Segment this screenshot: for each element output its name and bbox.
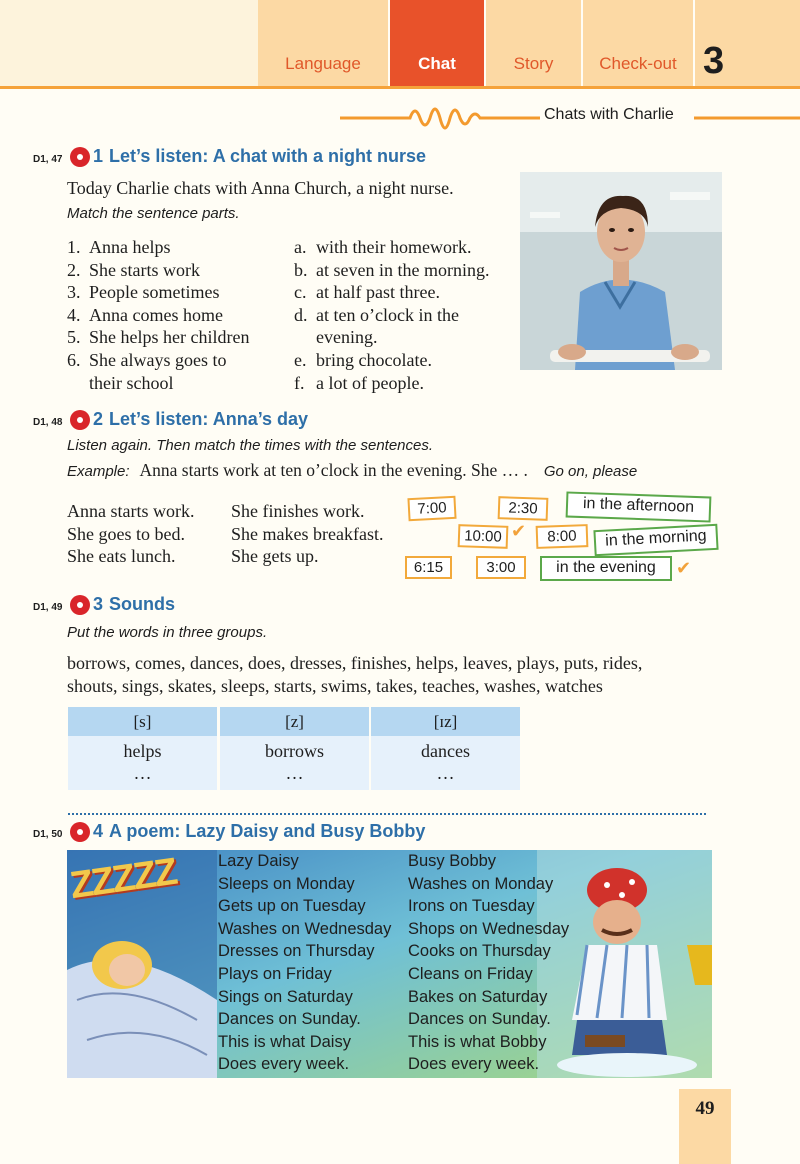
exercise-3-instruction: Put the words in three groups. (67, 624, 268, 641)
time-box: 3:00 (476, 556, 526, 579)
list-item: c. at half past three. (294, 282, 440, 303)
sentence-start-list (67, 236, 287, 394)
sound-column-s: [s] helps … (68, 707, 217, 790)
exercise-2-title: 2 Let’s listen: Anna’s day (93, 409, 309, 429)
nurse-photo (520, 172, 722, 370)
exercise-4-title: 4 A poem: Lazy Daisy and Busy Bobby (93, 821, 426, 841)
page-number: 49 (695, 1098, 715, 1119)
list-item: their school (89, 372, 174, 393)
track-number: D1, 48 (33, 417, 63, 428)
header-rule (0, 86, 800, 89)
time-box: 8:00 (536, 524, 589, 549)
activities-col-2: She finishes work. She makes breakfast. She gets up. (231, 501, 384, 566)
cd-icon[interactable] (70, 410, 90, 430)
list-item: e. bring chocolate. (294, 349, 432, 370)
check-icon: ✔ (511, 521, 527, 542)
divider (68, 813, 706, 815)
list-item: 5. She helps her children (67, 327, 250, 348)
list-item: d. at ten o’clock in the (294, 304, 459, 325)
period-box: in the afternoon (566, 491, 712, 522)
time-box: 2:30 (498, 496, 549, 521)
header-tabs (0, 0, 800, 86)
activities-col-1: Anna starts work. She goes to bed. She eats lunch. (67, 501, 195, 566)
list-item: f. a lot of people. (294, 372, 424, 393)
poem-daisy: Lazy Daisy Sleeps on Monday Gets up on Tuesday Washes on Wednesday Dresses on Thursday Plays on Friday Sings on Saturday Dances on Sunday. This is what Daisy Does every week. (218, 852, 392, 1074)
track-number: D1, 49 (33, 602, 63, 613)
zzz-label: ZZZZZ (67, 850, 179, 908)
cd-icon[interactable] (70, 147, 90, 167)
period-box: in the morning (593, 524, 718, 556)
tab-language[interactable]: Language (258, 0, 390, 86)
list-item: evening. (316, 327, 378, 348)
track-number: D1, 50 (33, 829, 63, 840)
word-list: borrows, comes, dances, does, dresses, finishes, helps, leaves, plays, puts, rides, shouts, sings, skates, sleeps, starts, swims, takes, teaches, washes, watches (67, 653, 643, 696)
time-box: 7:00 (407, 496, 456, 521)
list-item: 1. Anna helps (67, 237, 171, 257)
sound-column-z: [z] borrows … (220, 707, 369, 790)
exercise-1-instruction: Match the sentence parts. (67, 205, 240, 222)
exercise-title: Let’s listen: A chat with a night nurse (109, 146, 427, 166)
tab-story[interactable]: Story (486, 0, 583, 86)
exercise-3-title: 3 Sounds (93, 594, 176, 614)
list-item: 2. She starts work (67, 259, 200, 280)
period-box: in the evening (540, 556, 672, 581)
cd-icon[interactable] (70, 595, 90, 615)
check-icon: ✔ (676, 558, 692, 579)
unit-number: 3 (695, 0, 800, 86)
list-item: a. with their homework. (294, 237, 472, 257)
poem-bobby: Busy Bobby Washes on Monday Irons on Tuesday Shops on Wednesday Cooks on Thursday Cleans on Friday Bakes on Saturday Dances on Sunday. This is what Bobby Does every week. (408, 852, 570, 1074)
section-label: Chats with Charlie (544, 106, 674, 123)
list-item: 3. People sometimes (67, 282, 220, 303)
list-item: b. at seven in the morning. (294, 259, 490, 280)
tab-check-out[interactable]: Check-out (583, 0, 695, 86)
track-number: D1, 47 (33, 154, 63, 165)
tab-chat[interactable]: Chat (390, 0, 486, 86)
list-item: 4. Anna comes home (67, 304, 223, 325)
time-box: 10:00 (458, 524, 509, 549)
sentence-end-list (294, 236, 519, 394)
exercise-1-intro: Today Charlie chats with Anna Church, a night nurse. (67, 178, 454, 198)
sound-column-iz: [ɪz] dances … (371, 707, 520, 790)
exercise-1-title (93, 146, 426, 167)
exercise-2-instruction: Listen again. Then match the times with the sentences. (67, 437, 434, 454)
exercise-number: 1 (93, 146, 104, 166)
list-item: 6. She always goes to (67, 349, 227, 370)
cd-icon[interactable] (70, 822, 90, 842)
time-box: 6:15 (405, 556, 452, 579)
example-line: Example: Anna starts work at ten o’clock in the evening. She … . Go on, please (67, 460, 638, 480)
